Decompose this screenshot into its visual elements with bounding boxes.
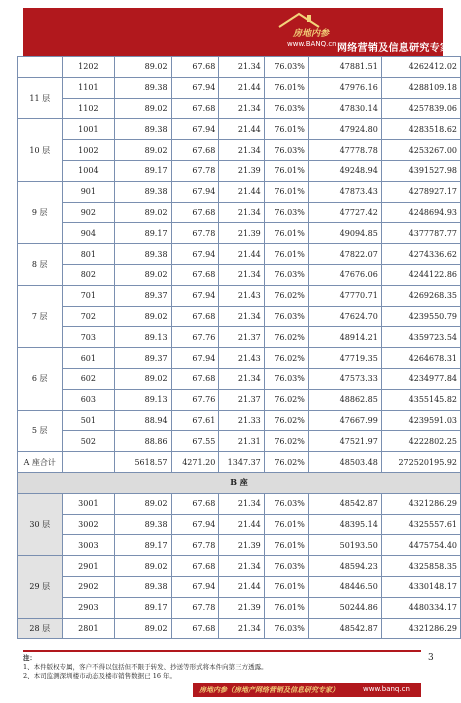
unit-price-cell: 47924.80 <box>308 119 381 140</box>
unit-price-cell: 47881.51 <box>308 57 381 78</box>
unit-cell: 801 <box>62 244 115 265</box>
total-price-cell: 4321286.29 <box>381 493 460 514</box>
floor-cell: 28 层 <box>18 618 63 639</box>
unit-cell: 901 <box>62 181 115 202</box>
gross-area-cell: 89.17 <box>115 223 171 244</box>
total-price-cell: 4262412.02 <box>381 57 460 78</box>
net-area-cell: 67.68 <box>171 98 219 119</box>
ratio-cell: 76.02% <box>264 452 308 473</box>
gross-area-cell: 89.02 <box>115 57 171 78</box>
unit-price-cell: 48395.14 <box>308 514 381 535</box>
shared-area-cell: 21.43 <box>219 285 264 306</box>
unit-cell: 3003 <box>62 535 115 556</box>
total-price-cell: 4257839.06 <box>381 98 460 119</box>
net-area-cell: 67.94 <box>171 181 219 202</box>
unit-cell: 703 <box>62 327 115 348</box>
net-area-cell: 67.68 <box>171 618 219 639</box>
unit-price-cell: 47624.70 <box>308 306 381 327</box>
table-row <box>18 576 461 597</box>
note-line-1: 1、本件版权专属，客户不得以包括但不限于转发、抄送等形式将本件向第三方透露。 <box>23 663 268 671</box>
shared-area-cell: 21.34 <box>219 493 264 514</box>
shared-area-cell: 21.34 <box>219 368 264 389</box>
table-row <box>18 514 461 535</box>
total-price-cell: 4475754.40 <box>381 535 460 556</box>
brand-logo <box>271 10 337 54</box>
shared-area-cell: 21.34 <box>219 140 264 161</box>
a-total-row <box>18 452 461 473</box>
shared-area-cell: 21.43 <box>219 348 264 369</box>
shared-area-cell: 21.44 <box>219 576 264 597</box>
net-area-cell: 67.76 <box>171 327 219 348</box>
unit-price-cell: 48862.85 <box>308 389 381 410</box>
gross-area-cell: 89.17 <box>115 535 171 556</box>
section-title: B 座 <box>18 472 461 493</box>
total-price-cell: 4269268.35 <box>381 285 460 306</box>
table-row <box>18 244 461 265</box>
net-area-cell: 67.78 <box>171 597 219 618</box>
ratio-cell: 76.02% <box>264 431 308 452</box>
logo-url: www.BANQ.cn <box>287 40 337 48</box>
unit-cell: 601 <box>62 348 115 369</box>
gross-area-cell: 89.02 <box>115 556 171 577</box>
unit-price-cell: 50193.50 <box>308 535 381 556</box>
unit-cell: 2801 <box>62 618 115 639</box>
shared-area-cell: 21.34 <box>219 264 264 285</box>
header-title: 网络营销及信息研究专家 <box>337 43 451 54</box>
unit-cell: 902 <box>62 202 115 223</box>
floor-cell: 6 层 <box>18 348 63 410</box>
table-row <box>18 327 461 348</box>
floor-cell: 7 层 <box>18 285 63 347</box>
ratio-cell: 76.02% <box>264 410 308 431</box>
unit-price-cell: 48542.87 <box>308 493 381 514</box>
table-row <box>18 57 461 78</box>
unit-cell: 1102 <box>62 98 115 119</box>
ratio-cell: 76.03% <box>264 98 308 119</box>
floor-cell <box>18 57 63 78</box>
shared-area-cell: 21.37 <box>219 327 264 348</box>
ratio-cell: 76.03% <box>264 556 308 577</box>
unit-price-cell: 47676.06 <box>308 264 381 285</box>
logo-name: 房地内参 <box>293 29 330 39</box>
gross-area-cell: 89.13 <box>115 389 171 410</box>
total-price-cell: 4234977.84 <box>381 368 460 389</box>
table-row <box>18 160 461 181</box>
net-area-cell: 4271.20 <box>171 452 219 473</box>
table-row <box>18 264 461 285</box>
total-price-cell: 4391527.98 <box>381 160 460 181</box>
net-area-cell: 67.94 <box>171 348 219 369</box>
ratio-cell: 76.01% <box>264 244 308 265</box>
unit-price-cell: 49248.94 <box>308 160 381 181</box>
unit-price-cell: 50244.86 <box>308 597 381 618</box>
table-row <box>18 202 461 223</box>
net-area-cell: 67.78 <box>171 160 219 181</box>
table-row <box>18 306 461 327</box>
ratio-cell: 76.02% <box>264 389 308 410</box>
unit-cell: 2901 <box>62 556 115 577</box>
total-price-cell: 4278927.17 <box>381 181 460 202</box>
total-price-cell: 4253267.00 <box>381 140 460 161</box>
net-area-cell: 67.68 <box>171 140 219 161</box>
unit-price-cell: 47573.33 <box>308 368 381 389</box>
net-area-cell: 67.78 <box>171 223 219 244</box>
shared-area-cell: 21.33 <box>219 410 264 431</box>
section-row <box>18 472 461 493</box>
unit-cell: 702 <box>62 306 115 327</box>
ratio-cell: 76.01% <box>264 160 308 181</box>
table-row <box>18 368 461 389</box>
note-line-2: 2、本司监测深圳楼市动态及楼市销售数据已 16 年。 <box>23 672 177 680</box>
total-price-cell: 4274336.62 <box>381 244 460 265</box>
gross-area-cell: 89.02 <box>115 493 171 514</box>
floor-cell: 9 层 <box>18 181 63 243</box>
page-header <box>23 8 451 56</box>
net-area-cell: 67.68 <box>171 202 219 223</box>
total-price-cell: 4222802.25 <box>381 431 460 452</box>
total-price-cell: 4325557.61 <box>381 514 460 535</box>
ratio-cell: 76.02% <box>264 348 308 369</box>
net-area-cell: 67.94 <box>171 514 219 535</box>
ratio-cell: 76.03% <box>264 140 308 161</box>
unit-cell: 1002 <box>62 140 115 161</box>
unit-cell <box>62 452 115 473</box>
total-price-cell: 4377787.77 <box>381 223 460 244</box>
shared-area-cell: 21.44 <box>219 77 264 98</box>
shared-area-cell: 21.34 <box>219 618 264 639</box>
unit-price-cell: 49094.85 <box>308 223 381 244</box>
gross-area-cell: 89.38 <box>115 181 171 202</box>
unit-cell: 1202 <box>62 57 115 78</box>
gross-area-cell: 89.38 <box>115 576 171 597</box>
unit-cell: 502 <box>62 431 115 452</box>
shared-area-cell: 21.39 <box>219 223 264 244</box>
gross-area-cell: 89.38 <box>115 119 171 140</box>
unit-cell: 701 <box>62 285 115 306</box>
floor-cell: 10 层 <box>18 119 63 181</box>
unit-price-cell: 48503.48 <box>308 452 381 473</box>
total-price-cell: 272520195.92 <box>381 452 460 473</box>
table-row <box>18 181 461 202</box>
unit-cell: 602 <box>62 368 115 389</box>
footer-brand-bar <box>193 683 421 697</box>
shared-area-cell: 21.44 <box>219 181 264 202</box>
gross-area-cell: 89.02 <box>115 98 171 119</box>
table-row <box>18 348 461 369</box>
unit-cell: 2902 <box>62 576 115 597</box>
total-price-cell: 4244122.86 <box>381 264 460 285</box>
gross-area-cell: 89.13 <box>115 327 171 348</box>
unit-cell: 1001 <box>62 119 115 140</box>
total-price-cell: 4239591.03 <box>381 410 460 431</box>
table-row <box>18 410 461 431</box>
unit-price-cell: 47521.97 <box>308 431 381 452</box>
shared-area-cell: 21.34 <box>219 202 264 223</box>
shared-area-cell: 21.44 <box>219 119 264 140</box>
unit-price-cell: 47719.35 <box>308 348 381 369</box>
table-row <box>18 431 461 452</box>
unit-cell: 904 <box>62 223 115 244</box>
shared-area-cell: 21.34 <box>219 306 264 327</box>
total-price-cell: 4480334.17 <box>381 597 460 618</box>
gross-area-cell: 89.17 <box>115 160 171 181</box>
gross-area-cell: 89.37 <box>115 285 171 306</box>
ratio-cell: 76.01% <box>264 514 308 535</box>
shared-area-cell: 21.34 <box>219 98 264 119</box>
net-area-cell: 67.61 <box>171 410 219 431</box>
total-price-cell: 4355145.82 <box>381 389 460 410</box>
unit-cell: 802 <box>62 264 115 285</box>
total-price-cell: 4359723.54 <box>381 327 460 348</box>
total-price-cell: 4325858.35 <box>381 556 460 577</box>
ratio-cell: 76.03% <box>264 493 308 514</box>
total-price-cell: 4321286.29 <box>381 618 460 639</box>
net-area-cell: 67.68 <box>171 556 219 577</box>
unit-price-cell: 47822.07 <box>308 244 381 265</box>
shared-area-cell: 21.39 <box>219 597 264 618</box>
shared-area-cell: 21.44 <box>219 244 264 265</box>
table-row <box>18 140 461 161</box>
shared-area-cell: 21.34 <box>219 556 264 577</box>
table-row <box>18 597 461 618</box>
net-area-cell: 67.94 <box>171 119 219 140</box>
unit-cell: 2903 <box>62 597 115 618</box>
unit-price-cell: 47830.14 <box>308 98 381 119</box>
net-area-cell: 67.76 <box>171 389 219 410</box>
unit-price-cell: 47873.43 <box>308 181 381 202</box>
gross-area-cell: 5618.57 <box>115 452 171 473</box>
net-area-cell: 67.68 <box>171 306 219 327</box>
net-area-cell: 67.68 <box>171 368 219 389</box>
ratio-cell: 76.03% <box>264 57 308 78</box>
net-area-cell: 67.55 <box>171 431 219 452</box>
ratio-cell: 76.01% <box>264 535 308 556</box>
shared-area-cell: 21.39 <box>219 535 264 556</box>
a-total-label: A 座合计 <box>18 452 63 473</box>
total-price-cell: 4239550.79 <box>381 306 460 327</box>
unit-cell: 3002 <box>62 514 115 535</box>
gross-area-cell: 89.02 <box>115 618 171 639</box>
unit-price-cell: 47667.99 <box>308 410 381 431</box>
gross-area-cell: 89.02 <box>115 368 171 389</box>
ratio-cell: 76.02% <box>264 327 308 348</box>
gross-area-cell: 89.02 <box>115 202 171 223</box>
unit-cell: 3001 <box>62 493 115 514</box>
table-row <box>18 618 461 639</box>
floor-cell: 30 层 <box>18 493 63 555</box>
net-area-cell: 67.68 <box>171 57 219 78</box>
total-price-cell: 4264678.31 <box>381 348 460 369</box>
total-price-cell: 4283518.62 <box>381 119 460 140</box>
ratio-cell: 76.01% <box>264 77 308 98</box>
gross-area-cell: 89.38 <box>115 514 171 535</box>
net-area-cell: 67.68 <box>171 264 219 285</box>
ratio-cell: 76.03% <box>264 264 308 285</box>
gross-area-cell: 88.86 <box>115 431 171 452</box>
unit-price-cell: 47770.71 <box>308 285 381 306</box>
table-row <box>18 119 461 140</box>
note-heading: 注： <box>23 654 36 662</box>
gross-area-cell: 89.02 <box>115 140 171 161</box>
shared-area-cell: 21.44 <box>219 514 264 535</box>
table-row <box>18 223 461 244</box>
floor-cell: 8 层 <box>18 244 63 286</box>
total-price-cell: 4248694.93 <box>381 202 460 223</box>
table-row <box>18 535 461 556</box>
total-price-cell: 4330148.17 <box>381 576 460 597</box>
gross-area-cell: 89.38 <box>115 77 171 98</box>
unit-price-cell: 48446.50 <box>308 576 381 597</box>
shared-area-cell: 21.31 <box>219 431 264 452</box>
ratio-cell: 76.03% <box>264 202 308 223</box>
unit-price-cell: 47778.78 <box>308 140 381 161</box>
net-area-cell: 67.94 <box>171 244 219 265</box>
shared-area-cell: 21.37 <box>219 389 264 410</box>
unit-cell: 1101 <box>62 77 115 98</box>
footer-brand-text: 房地内参（房地产网络营销及信息研究专家） <box>199 685 339 694</box>
ratio-cell: 76.01% <box>264 223 308 244</box>
floor-cell: 29 层 <box>18 556 63 618</box>
unit-price-cell: 47976.16 <box>308 77 381 98</box>
unit-price-cell: 47727.42 <box>308 202 381 223</box>
table-row <box>18 285 461 306</box>
unit-cell: 1004 <box>62 160 115 181</box>
ratio-cell: 76.01% <box>264 576 308 597</box>
unit-cell: 501 <box>62 410 115 431</box>
total-price-cell: 4288109.18 <box>381 77 460 98</box>
gross-area-cell: 89.38 <box>115 244 171 265</box>
shared-area-cell: 21.34 <box>219 57 264 78</box>
ratio-cell: 76.03% <box>264 618 308 639</box>
ratio-cell: 76.03% <box>264 368 308 389</box>
net-area-cell: 67.94 <box>171 285 219 306</box>
net-area-cell: 67.94 <box>171 576 219 597</box>
ratio-cell: 76.01% <box>264 119 308 140</box>
table-row <box>18 98 461 119</box>
ratio-cell: 76.01% <box>264 181 308 202</box>
ratio-cell: 76.03% <box>264 306 308 327</box>
net-area-cell: 67.68 <box>171 493 219 514</box>
net-area-cell: 67.94 <box>171 77 219 98</box>
table-row <box>18 493 461 514</box>
table-row <box>18 556 461 577</box>
gross-area-cell: 89.02 <box>115 264 171 285</box>
gross-area-cell: 88.94 <box>115 410 171 431</box>
shared-area-cell: 1347.37 <box>219 452 264 473</box>
ratio-cell: 76.02% <box>264 285 308 306</box>
gross-area-cell: 89.37 <box>115 348 171 369</box>
gross-area-cell: 89.02 <box>115 306 171 327</box>
unit-price-cell: 48542.87 <box>308 618 381 639</box>
unit-cell: 603 <box>62 389 115 410</box>
ratio-cell: 76.01% <box>264 597 308 618</box>
shared-area-cell: 21.39 <box>219 160 264 181</box>
table-row <box>18 77 461 98</box>
sales-table <box>17 56 461 639</box>
footer-brand-url: www.banq.cn <box>363 685 410 693</box>
unit-price-cell: 48914.21 <box>308 327 381 348</box>
page-number: 3 <box>428 653 434 663</box>
net-area-cell: 67.78 <box>171 535 219 556</box>
floor-cell: 5 层 <box>18 410 63 452</box>
unit-price-cell: 48594.23 <box>308 556 381 577</box>
gross-area-cell: 89.17 <box>115 597 171 618</box>
footer-notes <box>23 650 421 680</box>
floor-cell: 11 层 <box>18 77 63 119</box>
table-row <box>18 389 461 410</box>
